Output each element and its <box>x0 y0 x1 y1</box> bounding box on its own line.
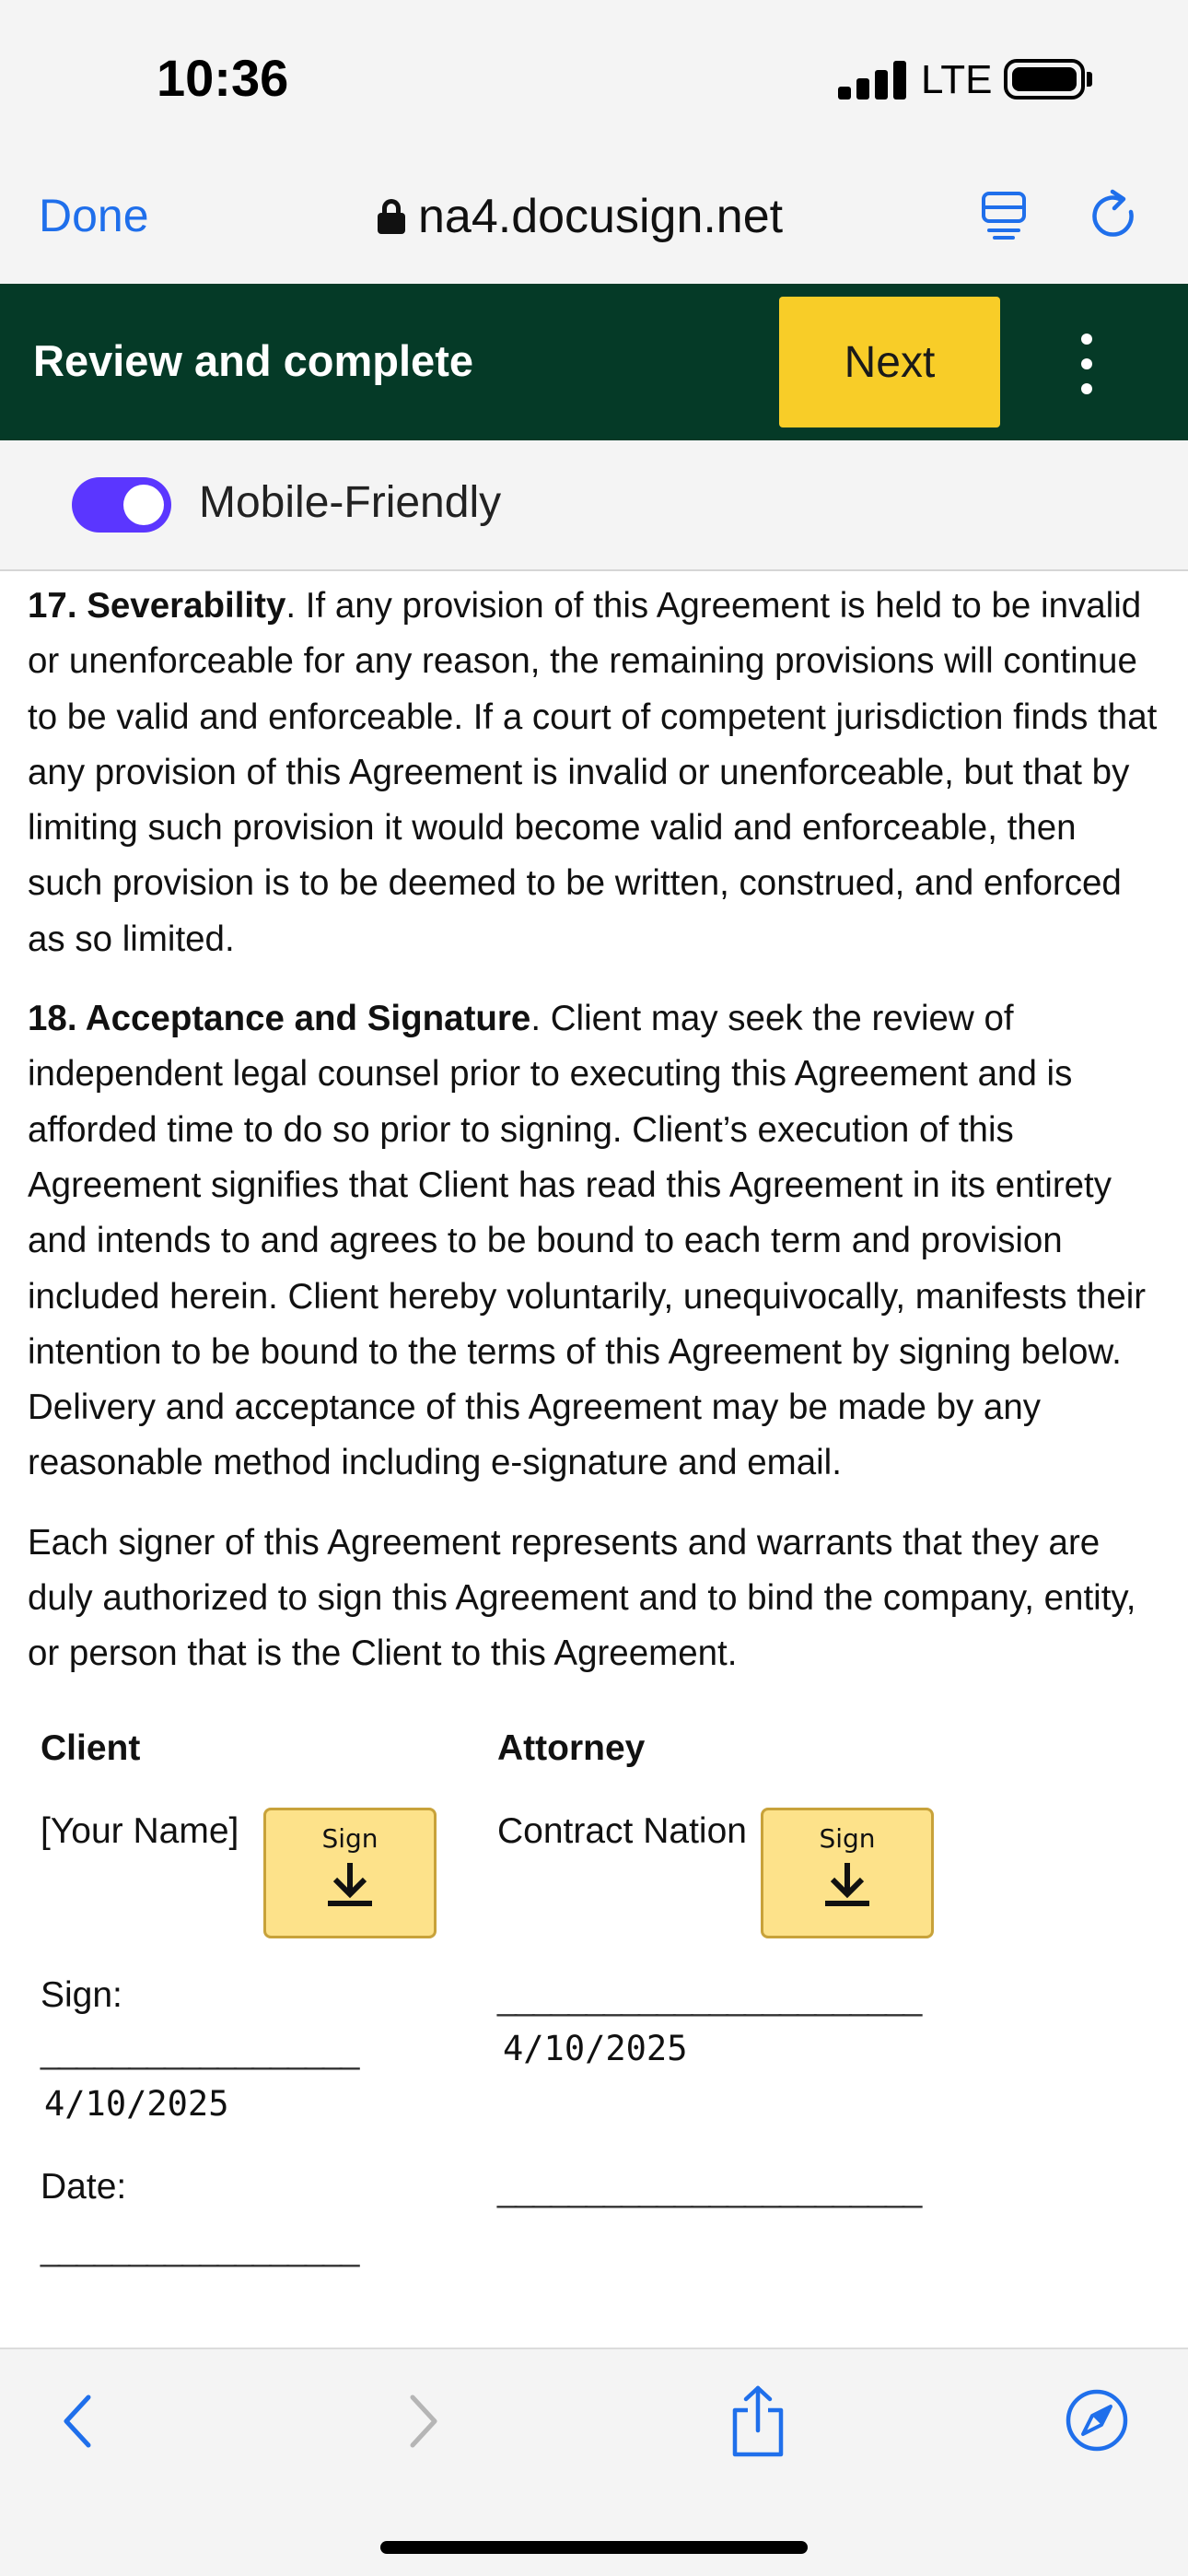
signers-paragraph: Each signer of this Agreement represents and warrants that they are duly authorized to sign this Agreement and to bind the company, entity, or person that is the Client to this Agreement. <box>28 1522 1136 1674</box>
attorney-sign-tag-label: Sign <box>819 1823 876 1854</box>
section-17 <box>28 579 1160 967</box>
attorney-date-line: ________________________ <box>497 2171 921 2209</box>
attorney-sign-tag[interactable] <box>761 1808 934 1938</box>
header-title: Review and complete <box>33 336 473 385</box>
attorney-name: Contract Nation <box>497 1811 747 1851</box>
arrow-down-icon <box>821 1861 873 1907</box>
battery-icon <box>1004 59 1085 100</box>
next-button[interactable]: Next <box>779 297 1000 427</box>
client-date-line: __________________ <box>41 2230 358 2268</box>
battery-cap <box>1087 72 1092 87</box>
home-indicator <box>380 2541 808 2554</box>
network-type: LTE <box>921 57 993 102</box>
client-date-value: 4/10/2025 <box>44 2084 229 2124</box>
reader-icon[interactable] <box>980 190 1028 241</box>
section-18-text: . Client may seek the review of independent legal counsel prior to executing this Agreement and is afforded time to do so prior to signing. Client’s execution of this Agreement signifies that Client has read this Agreement in its entirety and intends to and agrees to be bound to each term and provision included herein. Client hereby voluntarily, unequivocally, manifests their intention to be bound to the terms of this Agreement by signing below. Delivery and acceptance of this Agreement may be made by any reasonable method including e-signature and email. <box>28 999 1147 1483</box>
attorney-date-value: 4/10/2025 <box>503 2029 688 2068</box>
more-vertical-icon[interactable] <box>1073 332 1101 396</box>
section-17-text: . If any provision of this Agreement is held to be invalid or unenforceable for any reason, the remaining provisions will continue to be valid and enforceable. If a court of competent jurisdiction finds that any provision of this Agreement is invalid or unenforceable, but that by limiting such provision it would become valid and enforceable, then such provision is to be deemed to be written, construed, and enforced as so limited. <box>28 586 1158 959</box>
client-heading: Client <box>41 1728 141 1768</box>
mobile-friendly-toggle[interactable] <box>72 477 171 533</box>
done-button[interactable]: Done <box>39 190 149 241</box>
compass-icon[interactable] <box>1065 2388 1129 2453</box>
chevron-left-icon[interactable] <box>59 2392 96 2451</box>
status-time: 10:36 <box>157 49 289 107</box>
attorney-heading: Attorney <box>497 1728 646 1768</box>
share-icon[interactable] <box>728 2384 788 2458</box>
mobile-friendly-row <box>0 440 1188 571</box>
client-sign-tag-label: Sign <box>321 1823 379 1854</box>
section-18-heading: 18. Acceptance and Signature <box>28 999 531 1039</box>
lock-icon <box>378 199 405 234</box>
signal-icon <box>838 61 930 100</box>
client-date-label: Date: <box>41 2167 127 2207</box>
url-field[interactable] <box>378 184 783 249</box>
chevron-right-icon[interactable] <box>405 2392 442 2451</box>
client-sign-label: Sign: <box>41 1975 122 2015</box>
document-body <box>28 579 1160 1706</box>
mobile-friendly-label: Mobile-Friendly <box>199 478 502 527</box>
arrow-down-icon <box>324 1861 376 1907</box>
client-sign-line: __________________ <box>41 2032 358 2071</box>
attorney-sign-line: ________________________ <box>497 1979 921 2018</box>
section-17-heading: 17. Severability <box>28 586 286 626</box>
client-name: [Your Name] <box>41 1811 239 1851</box>
url-text: na4.docusign.net <box>418 190 784 243</box>
reload-icon[interactable] <box>1087 188 1142 243</box>
section-18 <box>28 991 1160 1492</box>
client-sign-tag[interactable] <box>263 1808 437 1938</box>
